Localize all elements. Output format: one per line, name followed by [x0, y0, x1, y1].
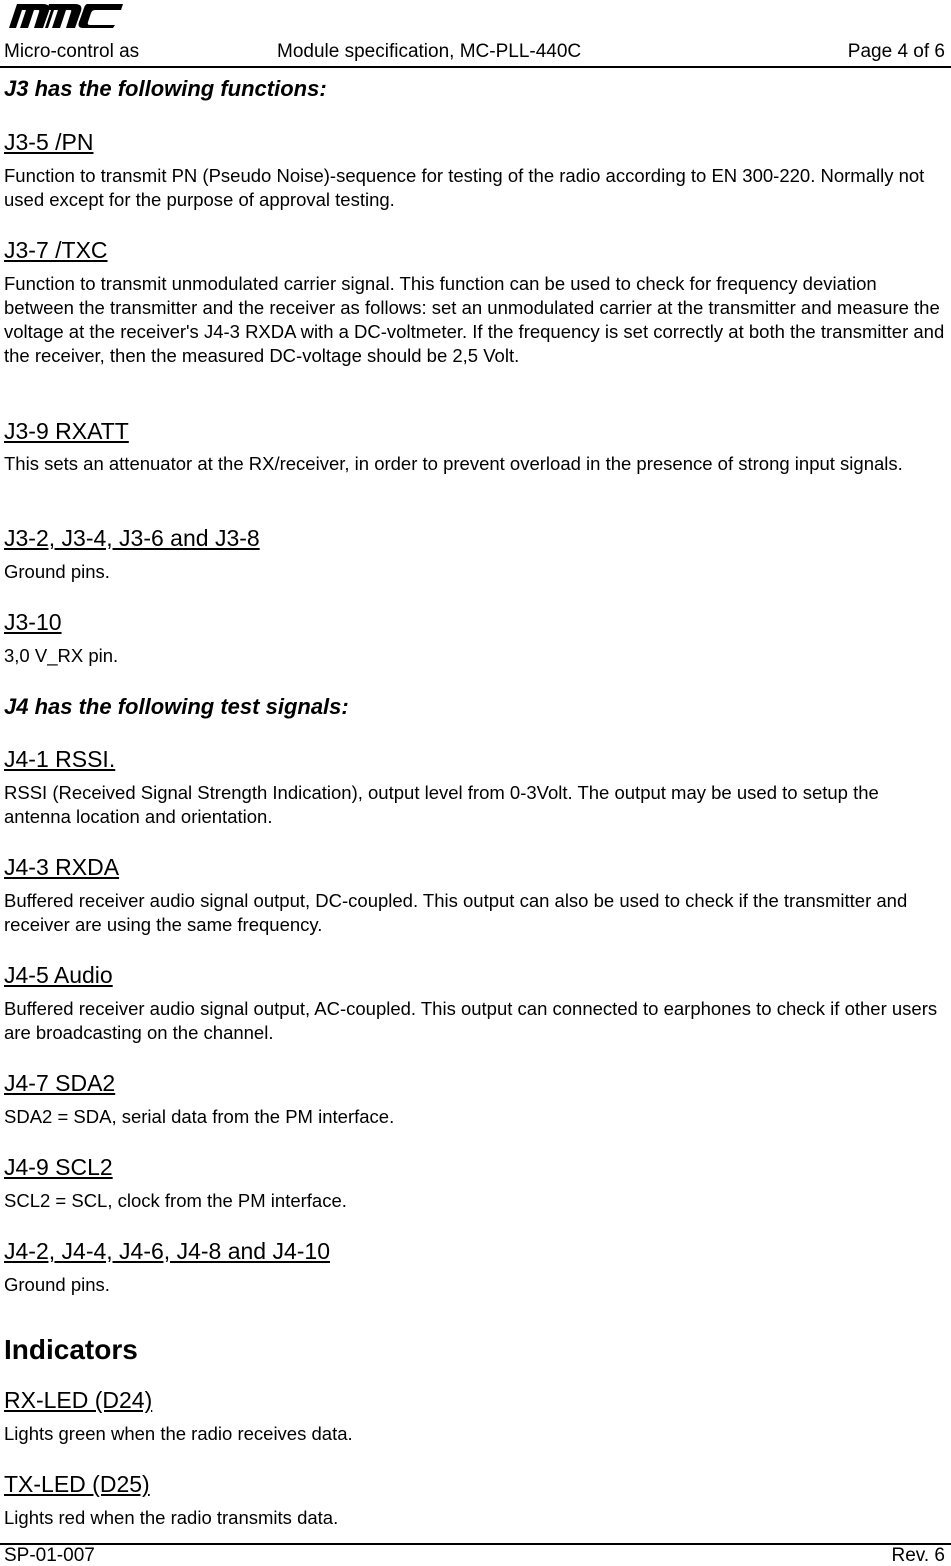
j4-3-heading: J4-3 RXDA	[4, 854, 120, 880]
j3-ground-heading: J3-2, J3-4, J3-6 and J3-8	[4, 525, 260, 551]
footer-revision: Rev. 6	[891, 1545, 945, 1566]
rx-led-description: Lights green when the radio receives data.	[4, 1423, 353, 1444]
j3-ground-description: Ground pins.	[4, 561, 110, 582]
j3-9-heading: J3-9 RXATT	[4, 418, 129, 444]
j4-section-title: J4 has the following test signals:	[4, 694, 349, 719]
j3-section-title: J3 has the following functions:	[4, 76, 327, 101]
header-page-number: Page 4 of 6	[847, 41, 945, 62]
j3-5-heading: J3-5 /PN	[4, 129, 94, 155]
j3-7-description: Function to transmit unmodulated carrier signal. This function can be used to check for frequency deviation between the transmitter and the receiver as follows: set an unmodulated carrier at the transmitter and measure the voltage at the receiver's J4-3 RXDA with a DC-voltmeter. If the frequency is set correctly at both the transmitter and the receiver, then the measured DC-voltage should be 2,5 Volt.	[4, 273, 945, 366]
tx-led-heading: TX-LED (D25)	[4, 1471, 150, 1497]
j3-9-description: This sets an attenuator at the RX/receiver, in order to prevent overload in the presence of strong input signals.	[4, 453, 903, 474]
j4-7-description: SDA2 = SDA, serial data from the PM interface.	[4, 1106, 395, 1127]
header-divider	[0, 66, 951, 68]
j4-5-description: Buffered receiver audio signal output, AC-coupled. This output can connected to earphones to check if other users are broadcasting on the channel.	[4, 998, 938, 1043]
j4-7-heading: J4-7 SDA2	[4, 1070, 116, 1096]
j3-10-heading: J3-10	[4, 609, 62, 635]
j4-ground-heading: J4-2, J4-4, J4-6, J4-8 and J4-10	[4, 1238, 330, 1264]
footer-document-id: SP-01-007	[4, 1545, 95, 1566]
j4-9-description: SCL2 = SCL, clock from the PM interface.	[4, 1190, 347, 1211]
j3-5-description: Function to transmit PN (Pseudo Noise)-sequence for testing of the radio according to EN 300-220. Normally not used except for the purpose of approval testing.	[4, 165, 925, 210]
j3-10-description: 3,0 V_RX pin.	[4, 645, 119, 666]
j4-3-description: Buffered receiver audio signal output, DC-coupled. This output can also be used to check if the transmitter and receiver are using the same frequency.	[4, 890, 908, 935]
j4-ground-description: Ground pins.	[4, 1274, 110, 1295]
j4-1-description: RSSI (Received Signal Strength Indication), output level from 0-3Volt. The output may be used to setup the antenna location and orientation.	[4, 782, 879, 827]
footer-divider	[0, 1543, 951, 1545]
rx-led-heading: RX-LED (D24)	[4, 1387, 153, 1413]
header-document-title: Module specification, MC-PLL-440C	[277, 41, 582, 62]
j3-7-heading: J3-7 /TXC	[4, 237, 108, 263]
tx-led-description: Lights red when the radio transmits data.	[4, 1507, 339, 1528]
j4-5-heading: J4-5 Audio	[4, 962, 113, 988]
indicators-title: Indicators	[4, 1334, 138, 1365]
j4-1-heading: J4-1 RSSI.	[4, 746, 116, 772]
j4-9-heading: J4-9 SCL2	[4, 1154, 113, 1180]
company-logo	[3, 0, 128, 30]
header-company: Micro-control as	[4, 41, 140, 62]
